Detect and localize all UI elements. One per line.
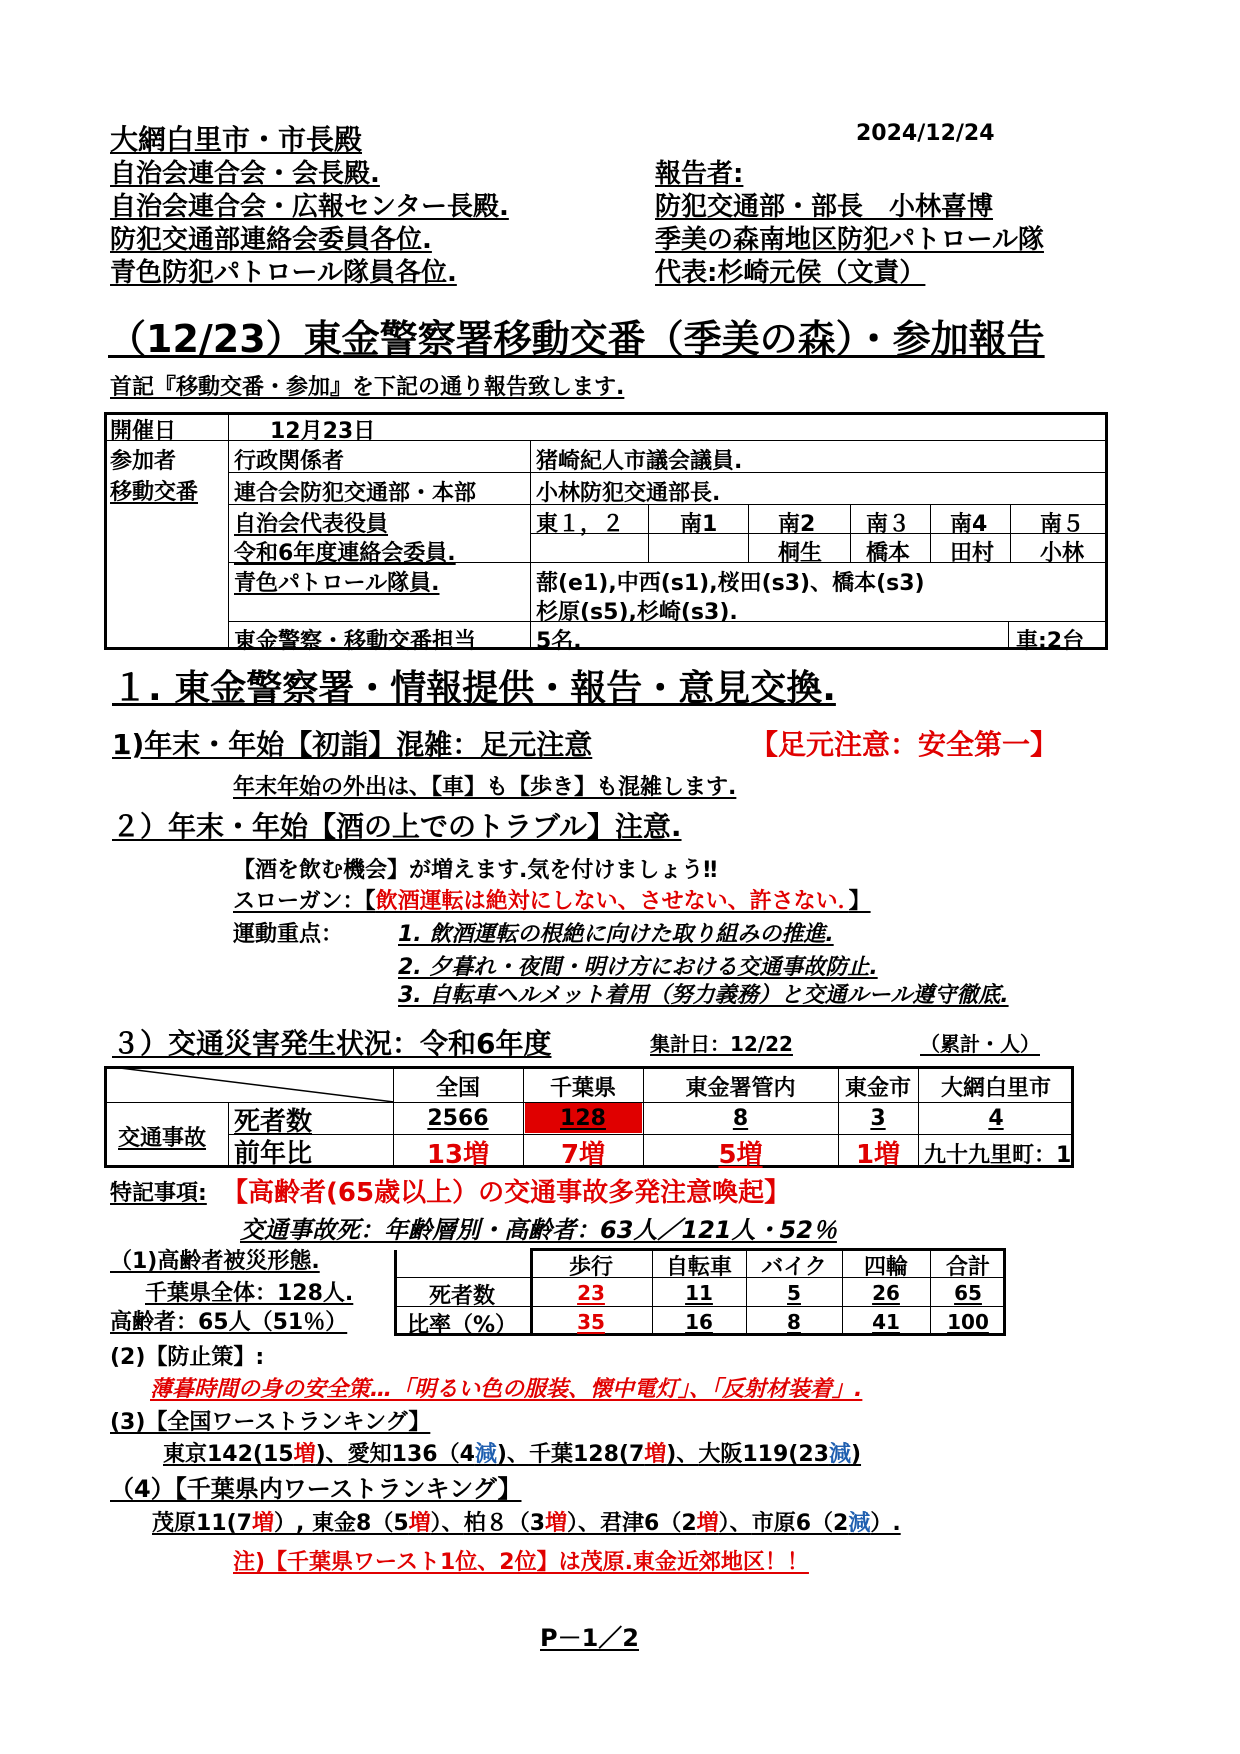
rank-item: 茂原11(7増）, [152, 1511, 313, 1536]
focus-item-1: 1. 飲酒運転の根絶に向けた取り組みの推進. [398, 922, 834, 947]
special-red: 【高齢者(65歳以上）の交通事故多発注意喚起】 [222, 1178, 791, 1208]
special-label: 特記事項: [110, 1181, 207, 1206]
el-ratio-total: 100 [947, 1310, 989, 1334]
police-cars: 車:2台 [1016, 629, 1085, 654]
chiba-ranking-heading: （4）【千葉県内ワーストランキング】 [110, 1475, 522, 1503]
el-ratio-car: 41 [872, 1310, 900, 1334]
role-hq: 連合会防犯交通部・本部 [234, 481, 477, 506]
slogan-text: 飲酒運転は絶対にしない、させない、許さない． [375, 889, 849, 914]
reporter-line-1: 防犯交通部・部長 小林喜博 [655, 192, 994, 222]
deaths-togane-area: 8 [732, 1106, 749, 1131]
yoy-togane: 1増 [855, 1140, 901, 1170]
elderly-count: 高齢者：65人（51％） [110, 1310, 348, 1335]
acc-header-1: 全国 [435, 1076, 480, 1101]
value-hq: 小林防犯交通部長. [536, 481, 721, 506]
item2-text: 【酒を飲む機会】が増えます.気を付けましょう‼ [233, 858, 718, 883]
role-police: 東金警察・移動交番担当 [234, 629, 477, 654]
acc-row-label: 交通事故 [118, 1126, 207, 1151]
acc-header-2: 千葉県 [549, 1076, 616, 1101]
acc-header-4: 東金市 [844, 1076, 911, 1101]
recipient-3: 自治会連合会・広報センター長殿. [110, 192, 509, 222]
rank-item: 東京142(15増)、 [163, 1442, 348, 1467]
area-name-4: 橋本 [866, 541, 911, 566]
role-patrol: 青色パトロール隊員. [234, 571, 440, 596]
elderly-title: （1)高齢者被災形態. [110, 1249, 320, 1274]
yoy-togane-area: 5増 [718, 1140, 763, 1170]
rank-item: 柏８（3増）、 [463, 1511, 601, 1536]
special-sub: 交通事故死：年齢層別・高齢者：63人／121人・52％ [240, 1216, 837, 1244]
page-number: P－1／2 [540, 1624, 639, 1652]
header-diagonal [104, 1066, 394, 1102]
chiba-total: 千葉県全体：128人. [145, 1281, 354, 1306]
item3-unit: （累計・人） [920, 1032, 1040, 1056]
item3-heading: ３）交通災害発生状況：令和6年度 [112, 1027, 552, 1060]
area-5: 南4 [950, 512, 988, 537]
recipient-2: 自治会連合会・会長殿. [110, 159, 380, 189]
acc-header-5: 大網白里市 [940, 1076, 1051, 1101]
deaths-togane: 3 [870, 1106, 886, 1131]
report-date: 2024/12/24 [856, 121, 995, 146]
chiba-ranking-list [152, 1506, 901, 1537]
info-divider [1010, 504, 1011, 562]
slogan [233, 884, 871, 915]
rank-item: 愛知136（4減)、 [347, 1442, 529, 1467]
slogan-prefix: スローガン：【 [233, 889, 376, 914]
slogan-suffix: 】 [848, 889, 871, 914]
area-2: 南1 [680, 512, 718, 537]
participants-label: 参加者 [110, 449, 177, 474]
el-deaths-bike: 11 [685, 1281, 713, 1305]
value-admin: 猪崎紀人市議会議員. [536, 449, 743, 474]
rank-item: 大阪119(23減) [698, 1442, 862, 1467]
info-divider [648, 504, 649, 562]
reporter-line-2: 季美の森南地区防犯パトロール隊 [655, 225, 1044, 255]
area-4: 南３ [866, 512, 911, 537]
rank-item: 市原6（2減）. [751, 1511, 901, 1536]
item1-note: 【足元注意：安全第一】 [750, 728, 1059, 761]
area-3: 南2 [778, 512, 816, 537]
info-divider [104, 440, 1108, 441]
el-deaths-car: 26 [872, 1281, 900, 1305]
recipient-5: 青色防犯パトロール隊員各位. [110, 258, 457, 288]
reporter-label: 報告者: [655, 159, 744, 189]
el-header-2: 自転車 [665, 1255, 732, 1280]
el-header-3: バイク [761, 1255, 827, 1280]
info-divider [530, 440, 531, 650]
national-ranking-heading: (3)【全国ワーストランキング】 [110, 1410, 431, 1435]
intro-text: 首記『移動交番・参加』を下記の通り報告致します. [110, 375, 625, 400]
role-reps-1: 自治会代表役員 [234, 512, 389, 537]
section1-heading: １. 東金警察署・情報提供・報告・意見交換. [112, 668, 836, 709]
date-value: 12月23日 [270, 419, 376, 444]
area-name-6: 小林 [1040, 541, 1085, 566]
page-title: （12/23）東金警察署移動交番（季美の森）・参加報告 [108, 317, 1045, 361]
area-name-5: 田村 [950, 541, 995, 566]
national-ranking-list [163, 1437, 861, 1468]
recipient-1: 大網白里市・市長殿 [110, 123, 363, 156]
yoy-label: 前年比 [234, 1139, 313, 1169]
item1-text: 年末年始の外出は、【車】も【歩き】も混雑します. [233, 775, 737, 800]
el-ratio-bike: 16 [685, 1310, 713, 1334]
focus-label: 運動重点： [233, 922, 344, 947]
rank-item: 東金8（5増）、 [312, 1511, 464, 1536]
info-divider [748, 504, 749, 562]
area-6: 南５ [1040, 512, 1085, 537]
el-header-4: 四輪 [863, 1255, 908, 1280]
el-ratio-walk: 35 [577, 1310, 605, 1334]
role-reps-2: 令和6年度連絡会委員. [234, 541, 456, 566]
el-deaths-walk: 23 [577, 1281, 605, 1305]
el-ratio-moto: 8 [787, 1310, 801, 1334]
prevention-heading: (2)【防止策】: [110, 1345, 265, 1370]
item2-heading: ２）年末・年始【酒の上でのトラブル】注意. [112, 810, 682, 843]
yoy-kujukuri: 九十九里町：1 [924, 1143, 1072, 1168]
patrol-line-2: 杉原(s5),杉崎(s3). [536, 600, 738, 625]
yoy-national: 13増 [426, 1140, 490, 1170]
patrol-line-1: 蔀(e1),中西(s1),桜田(s3)、橋本(s3) [536, 571, 925, 596]
el-deaths-total: 65 [954, 1281, 982, 1305]
chiba-ranking-note: 注)【千葉県ワースト1位、2位】は茂原.東金近郊地区！！ [233, 1550, 809, 1575]
acc-divider [228, 1102, 229, 1168]
deaths-oamishirasato: 4 [988, 1106, 1004, 1131]
rank-item: 千葉128(7増)、 [528, 1442, 699, 1467]
prevention-text: 薄暮時間の身の安全策…「明るい色の服装、懐中電灯」、「反射材装着」. [150, 1377, 863, 1402]
acc-header-3: 東金署管内 [685, 1076, 796, 1101]
deaths-national: 2566 [427, 1106, 489, 1131]
focus-item-3: 3. 自転車ヘルメット着用（努力義務）と交通ルール遵守徹底. [398, 983, 1009, 1008]
recipient-4: 防犯交通部連絡会委員各位. [110, 225, 432, 255]
role-admin: 行政関係者 [234, 449, 345, 474]
focus-item-2: 2. 夕暮れ・夜間・明け方における交通事故防止. [398, 955, 878, 980]
area-name-3: 桐生 [778, 541, 823, 566]
reporter-line-3: 代表:杉崎元侯（文責） [655, 258, 926, 288]
yoy-chiba: 7増 [560, 1140, 606, 1170]
item3-date: 集計日：12/22 [650, 1032, 793, 1056]
info-divider [850, 504, 851, 562]
item1-heading: 1)年末・年始【初詣】混雑：足元注意 [112, 728, 593, 761]
info-divider [930, 504, 931, 562]
date-label: 開催日 [110, 419, 177, 444]
el-ratio-label: 比率（%） [406, 1313, 518, 1338]
info-divider [228, 412, 229, 650]
el-deaths-label: 死者数 [428, 1284, 495, 1309]
el-header-5: 合計 [945, 1255, 990, 1280]
deaths-label: 死者数 [234, 1107, 313, 1137]
deaths-chiba: 128 [560, 1106, 606, 1131]
el-deaths-moto: 5 [787, 1281, 801, 1305]
police-value: 5名. [536, 629, 582, 654]
el-header-1: 歩行 [568, 1255, 613, 1280]
rank-item: 君津6（2増）、 [600, 1511, 752, 1536]
area-1: 東１，２ [536, 512, 625, 537]
info-divider [1008, 621, 1009, 650]
participants-sub: 移動交番 [110, 480, 199, 505]
